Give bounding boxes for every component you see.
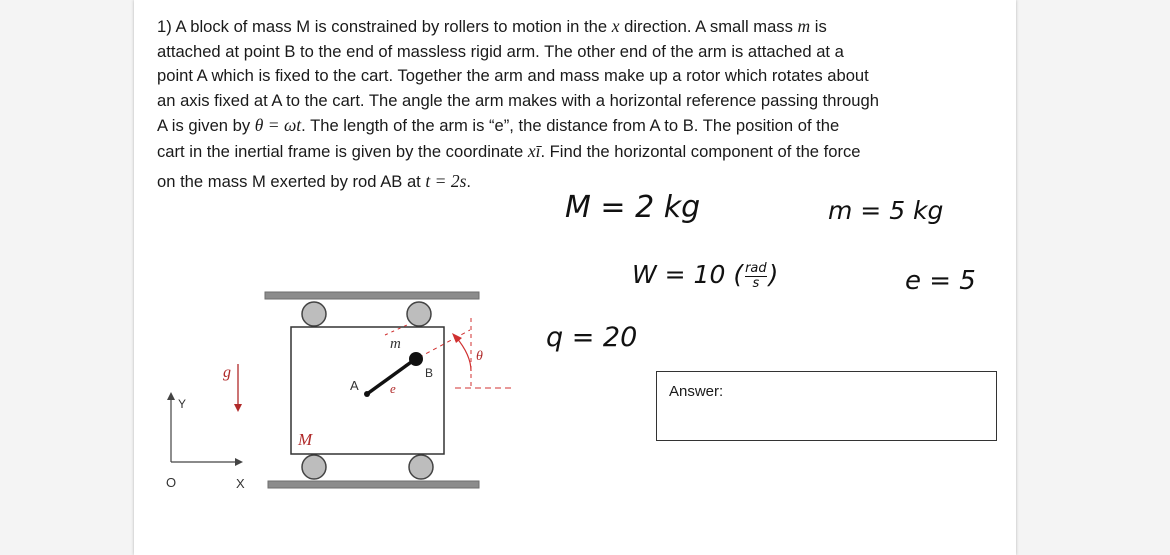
problem-line-4: an axis fixed at A to the cart. The angle the arm makes with a horizontal reference passing through	[157, 90, 879, 110]
text-segment: . The length of the arm is “e”, the distance from A to B. The position of the	[301, 116, 840, 136]
label-e: e	[390, 381, 396, 396]
text-segment: is	[814, 17, 827, 36]
roller-bottom-right	[409, 455, 433, 479]
math-m: m	[797, 16, 811, 36]
label-B: B	[425, 366, 434, 380]
x-axis-arrow	[235, 458, 243, 466]
roller-top-right	[407, 302, 431, 326]
problem-line-3: point A which is fixed to the cart. Together the arm and mass make up a rotor which rotates about	[157, 66, 869, 86]
label-M: M	[298, 430, 313, 449]
label-A: A	[350, 378, 359, 393]
label-Y: Y	[178, 397, 187, 411]
text-segment: direction. A small mass	[624, 17, 793, 36]
gravity-arrow-head	[234, 404, 242, 412]
label-O: O	[166, 475, 177, 490]
math-t-eq: t = 2s	[425, 170, 467, 191]
handwritten-m-value: m = 5 kg	[828, 196, 944, 225]
cart-block	[291, 327, 444, 454]
handwritten-q-value: q = 20	[546, 322, 638, 353]
text-segment: A block of mass M is constrained by rollers to motion in the	[175, 17, 608, 36]
label-X: X	[236, 476, 245, 491]
text-segment: on the mass M exerted by rod AB at	[157, 171, 421, 191]
omega-prefix: W = 10 (	[632, 260, 744, 289]
theta-arc	[456, 337, 471, 371]
label-g: g	[223, 364, 231, 381]
omega-unit-num: rad	[745, 260, 767, 276]
answer-label: Answer:	[669, 383, 724, 400]
roller-top-left	[302, 302, 326, 326]
text-segment: A is given by	[157, 116, 251, 136]
text-segment: . Find the horizontal component of the force	[540, 141, 861, 161]
pivot-A	[364, 391, 370, 397]
label-m: m	[390, 336, 401, 352]
roller-bottom-left	[302, 455, 326, 479]
text-segment: .	[466, 171, 472, 191]
handwritten-e-value: e = 5	[905, 266, 976, 296]
text-segment: cart in the inertial frame is given by the coordinate	[157, 141, 524, 161]
omega-unit-den: s	[752, 275, 760, 291]
top-rail	[265, 292, 479, 299]
label-theta: θ	[476, 349, 483, 364]
omega-suffix: )	[768, 260, 779, 289]
theta-arrow-head	[452, 333, 462, 343]
handwritten-M-value: M = 2 kg	[565, 190, 701, 225]
problem-number: 1)	[157, 17, 172, 36]
y-axis-arrow	[167, 392, 175, 400]
problem-line-2: attached at point B to the end of massless rigid arm. The other end of the arm is attached at a	[157, 41, 844, 61]
bottom-rail	[268, 481, 479, 488]
mass-m-ball	[409, 352, 423, 366]
math-xi: xī	[527, 140, 541, 161]
math-theta-eq: θ = ωt	[254, 115, 302, 136]
math-x: x	[611, 16, 620, 36]
